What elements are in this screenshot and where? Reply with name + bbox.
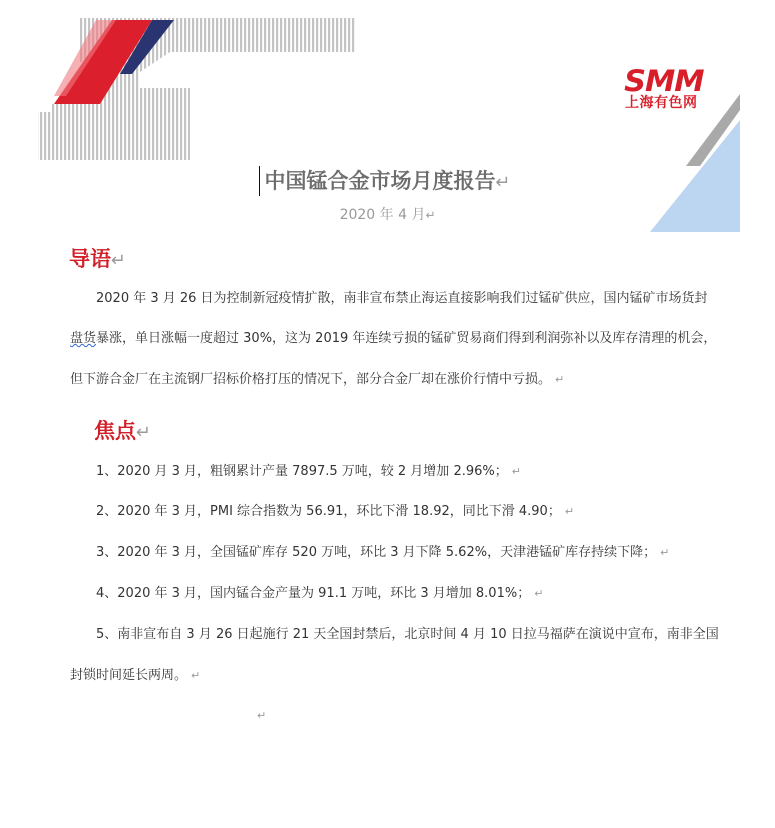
paragraph-mark: ↵ <box>660 546 670 559</box>
focus-item-text: 4、2020 年 3 月，国内锰合金产量为 91.1 万吨，环比 3 月增加 8.01%； <box>96 586 531 601</box>
intro-line-3-text: 但下游合金厂在主流钢厂招标价格打压的情况下，部分合金厂却在涨价行情中亏损。 <box>70 372 552 387</box>
focus-item-text: 5、南非宣布自 3 月 26 日起施行 21 天全国封禁后，北京时间 4 月 10 日拉马福萨在演说中宣布，南非全国 <box>96 627 719 642</box>
logo-name: 上海有色网 <box>625 95 698 111</box>
paragraph-mark: ↵ <box>495 172 511 193</box>
document-date <box>0 205 775 225</box>
focus-item-text: 封锁时间延长两周。 <box>70 668 188 683</box>
document-title <box>0 166 775 198</box>
focus-item-text: 3、2020 年 3 月，全国锰矿库存 520 万吨，环比 3 月下降 5.62%，天津港锰矿库存持续下降； <box>96 545 657 560</box>
paragraph-mark: ↵ <box>257 709 267 722</box>
intro-line-1: 2020 年 3 月 26 日为控制新冠疫情扩散，南非宣布禁止海运直接影响我们过锰矿供应，国内锰矿市场货封 <box>96 291 708 306</box>
focus-item-4 <box>96 584 543 604</box>
paragraph-mark: ↵ <box>534 587 544 600</box>
paragraph-mark: ↵ <box>511 465 521 478</box>
paragraph-mark: ↵ <box>555 373 565 386</box>
header-decoration <box>0 0 775 240</box>
date-text: 2020 年 4 月 <box>339 207 426 223</box>
paragraph-mark: ↵ <box>425 208 436 222</box>
paragraph-mark: ↵ <box>111 250 126 271</box>
intro-line-2-text: 暴涨，单日涨幅一度超过 30%，这为 2019 年连续亏损的锰矿贸易商们得到利润弥补以及库存清理的机会， <box>96 331 717 346</box>
intro-heading-text: 导语 <box>69 247 111 271</box>
empty-paragraph <box>257 706 266 726</box>
intro-line-3 <box>70 370 564 390</box>
paragraph-mark: ↵ <box>191 669 201 682</box>
paragraph-mark: ↵ <box>136 422 151 443</box>
focus-item-5-continued <box>70 666 200 686</box>
focus-item-text: 1、2020 月 3 月，粗钢累计产量 7897.5 万吨，较 2 月增加 2.96%； <box>96 464 508 479</box>
focus-item-1 <box>96 462 521 482</box>
focus-item-2 <box>96 502 574 522</box>
logo-mark: SMM <box>624 64 704 98</box>
focus-item-3 <box>96 543 669 563</box>
focus-item-text: 2、2020 年 3 月，PMI 综合指数为 56.91，环比下滑 18.92，同比下滑 4.90； <box>96 504 561 519</box>
focus-heading <box>94 416 151 448</box>
focus-item-5 <box>96 625 719 645</box>
focus-heading-text: 焦点 <box>94 419 136 443</box>
title-text: 中国锰合金市场月度报告 <box>264 169 496 193</box>
intro-heading <box>69 244 126 276</box>
smm-logo <box>622 66 712 116</box>
spellcheck-text: 盘货 <box>70 331 97 346</box>
intro-line-2 <box>70 329 716 349</box>
paragraph-mark: ↵ <box>564 505 575 518</box>
